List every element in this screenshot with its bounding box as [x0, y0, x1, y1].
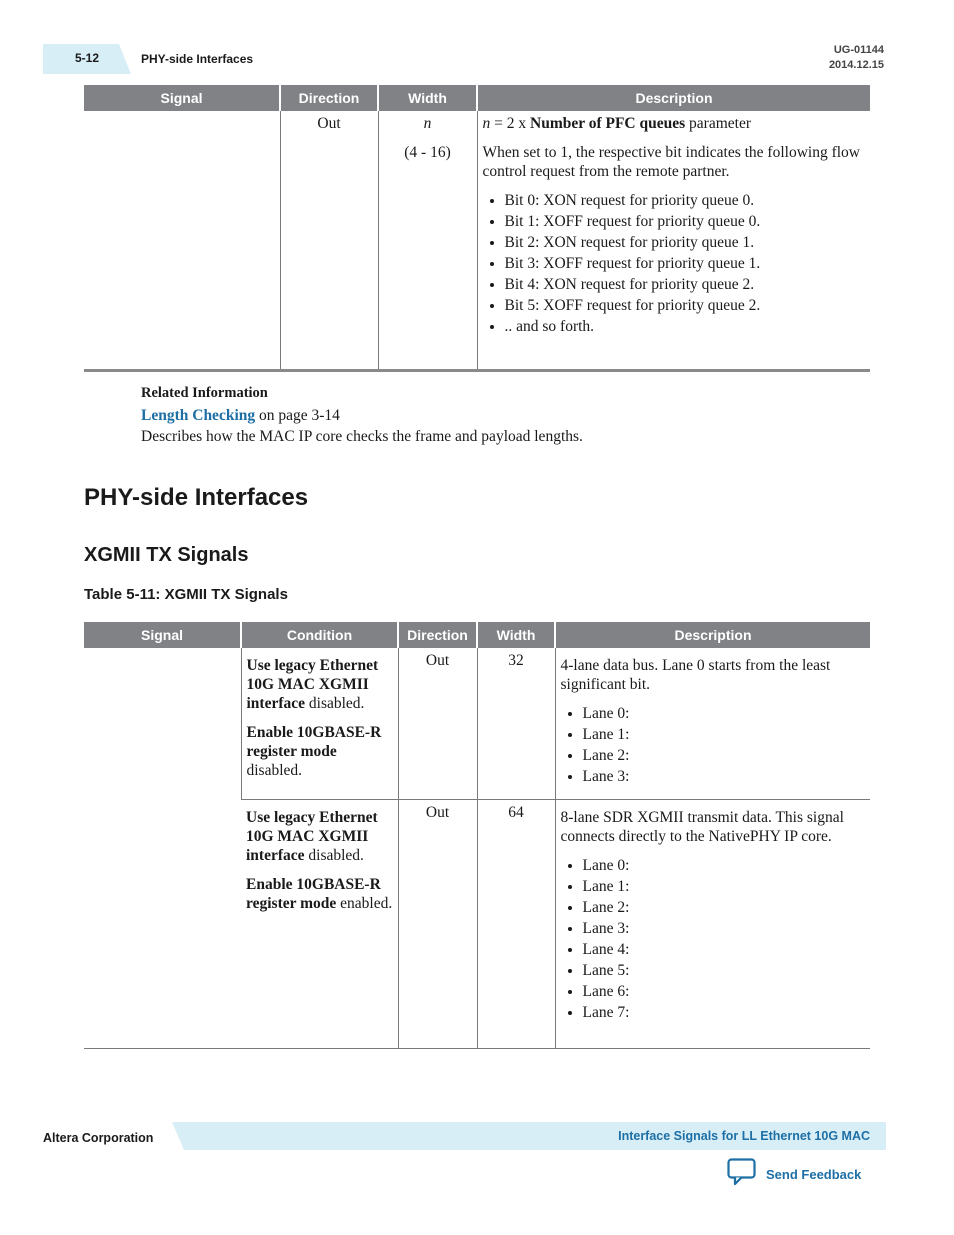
list-item: • Lane 2: [583, 898, 866, 917]
description-text: 8-lane SDR XGMII transmit data. This signal connects directly to the NativePHY IP core. [560, 809, 844, 845]
lane-list [561, 704, 866, 786]
width-variable: n [423, 115, 432, 132]
send-feedback-button[interactable] [727, 1158, 861, 1191]
list-item: • Lane 5: [583, 961, 866, 980]
description-cell [555, 648, 870, 800]
footer-doc-title: Interface Signals for LL Ethernet 10G MAC [618, 1129, 870, 1143]
list-item: • Lane 0: [583, 704, 866, 723]
list-item: • Bit 1: XOFF request for priority queue 0. [505, 212, 866, 231]
col-header-signal: Signal [84, 622, 241, 648]
list-item: • Bit 5: XOFF request for priority queue 2. [505, 296, 866, 315]
direction-cell: Out [398, 800, 477, 1049]
section-heading: PHY-side Interfaces [84, 484, 309, 511]
condition-legacy: Use legacy Ethernet 10G MAC XGMII interface disabled. [246, 657, 379, 712]
signal-cell [84, 648, 241, 1049]
page-number: 5-12 [75, 51, 100, 65]
width-cell [378, 111, 477, 371]
condition-legacy: Use legacy Ethernet 10G MAC XGMII interface disabled. [246, 809, 378, 864]
running-section-title: PHY-side Interfaces [141, 52, 254, 66]
table-caption: Table 5-11: XGMII TX Signals [84, 586, 288, 603]
list-item: • Lane 2: [583, 746, 866, 765]
list-item: • .. and so forth. [505, 317, 866, 336]
send-feedback-label: Send Feedback [766, 1167, 862, 1182]
lane-list [561, 856, 866, 1022]
list-item: • Lane 1: [583, 877, 866, 896]
col-header-condition: Condition [241, 622, 398, 648]
width-cell: 64 [477, 800, 555, 1049]
doc-date: 2014.12.15 [828, 59, 884, 71]
col-header-width: Width [477, 622, 555, 648]
direction-cell: Out [280, 111, 378, 371]
related-description: Describes how the MAC IP core checks the frame and payload lengths. [141, 428, 583, 445]
condition-10gbase-r: Enable 10GBASE-R register mode disabled. [246, 724, 382, 779]
width-formula: n = 2 x Number of PFC queues parameter [482, 115, 751, 132]
table-row [84, 111, 870, 371]
col-header-width: Width [378, 85, 477, 111]
related-link-line [141, 407, 340, 425]
col-header-signal: Signal [84, 85, 280, 111]
list-item: • Lane 1: [583, 725, 866, 744]
signal-cell [84, 111, 280, 371]
pfc-signal-table [84, 85, 870, 372]
list-item: • Lane 6: [583, 982, 866, 1001]
table-header-row [84, 85, 870, 111]
doc-id: UG-01144 [833, 44, 884, 56]
footer-company: Altera Corporation [43, 1131, 154, 1145]
table-header-row [84, 622, 870, 648]
list-item: • Lane 3: [583, 767, 866, 786]
col-header-description: Description [477, 85, 870, 111]
list-item: • Bit 4: XON request for priority queue 2. [505, 275, 866, 294]
list-item: • Bit 3: XOFF request for priority queue 1. [505, 254, 866, 273]
direction-cell: Out [398, 648, 477, 800]
doc-id-block [829, 43, 884, 73]
table-row [84, 648, 870, 800]
col-header-description: Description [555, 622, 870, 648]
link-page-ref: on page 3-14 [255, 407, 340, 424]
col-header-direction: Direction [398, 622, 477, 648]
list-item: • Bit 0: XON request for priority queue 0. [505, 191, 866, 210]
subsection-heading: XGMII TX Signals [84, 544, 249, 566]
list-item: • Lane 3: [583, 919, 866, 938]
width-cell: 32 [477, 648, 555, 800]
bit-list [483, 191, 866, 336]
description-text: 4-lane data bus. Lane 0 starts from the least significant bit. [560, 657, 831, 693]
description-cell [477, 111, 870, 371]
condition-10gbase-r: Enable 10GBASE-R register mode enabled. [246, 876, 393, 912]
speech-bubble-icon [727, 1158, 757, 1191]
list-item: • Lane 0: [583, 856, 866, 875]
related-info-heading: Related Information [141, 385, 268, 401]
col-header-direction: Direction [280, 85, 378, 111]
width-range: (4 - 16) [404, 144, 451, 161]
list-item: • Lane 7: [583, 1003, 866, 1022]
xgmii-tx-signal-table [84, 622, 870, 1049]
condition-cell [241, 800, 398, 1049]
description-cell [555, 800, 870, 1049]
list-item: • Bit 2: XON request for priority queue 1. [505, 233, 866, 252]
list-item: • Lane 4: [583, 940, 866, 959]
description-text: When set to 1, the respective bit indicates the following flow control request from the remote partner. [482, 144, 860, 180]
length-checking-link[interactable]: Length Checking [141, 407, 256, 424]
condition-cell [241, 648, 398, 800]
